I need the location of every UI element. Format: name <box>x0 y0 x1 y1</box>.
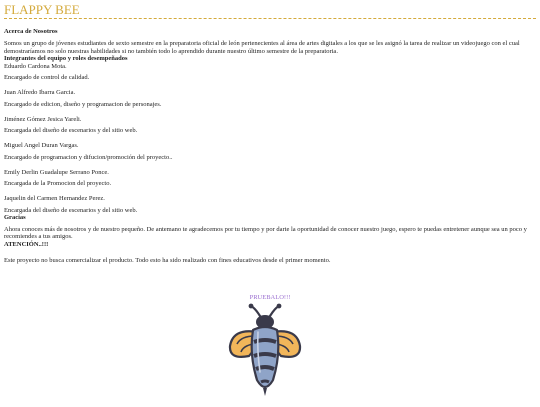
team-heading: Integrantes del equipo y roles desempeñados <box>4 55 128 62</box>
team-member-name: Jaquelin del Carmen Hernandez Perez. <box>4 195 105 202</box>
team-member-name: Juan Alfredo Ibarra Garcia. <box>4 89 76 96</box>
team-member-name: Eduardo Cardona Mota. <box>4 62 67 70</box>
notice-text: Este proyecto no busca comercializar el producto. Todo esto ha sido realizado con fines educativos desde el primer momento. <box>4 257 331 264</box>
team-member-name: Jiménez Gómez Jesica Yareli. <box>4 115 82 123</box>
team-member-name: Emily Derlin Guadalupe Serrano Ponce. <box>4 168 109 176</box>
about-heading: Acerca de Nosotros <box>4 28 58 35</box>
team-member-role: Encargado de control de calidad. <box>4 74 90 81</box>
page <box>0 2 540 265</box>
bee-play-button[interactable] <box>227 302 303 398</box>
team-member-role: Encargada del diseño de escenarios y del sitio web. <box>4 206 138 214</box>
team-list <box>4 63 536 215</box>
thanks-heading: Gracias <box>4 214 26 221</box>
team-member-role: Encargado de programacion y difucion/promoción del proyecto.. <box>4 153 173 161</box>
play-link[interactable]: PRUEBALO!!! <box>249 294 291 301</box>
about-text: Somos un grupo de jóvenes estudiantes de sexto semestre en la preparatoria oficial de león pertenecientes al área de artes digitales a los que se les asignó la tarea de realizar un videojuego con el cual demostraríamos no solo nuestras habilidades si no también todo lo aprendido durante nuestro último semestre de la preparatoria. <box>4 40 520 55</box>
notice-heading: ATENCIÓN..!!! <box>4 240 49 248</box>
thanks-text: Ahora conoces más de nosotros y de nuestro pequeño. De antemano te agradecemos por tu tiempo y por darte la oportunidad de conocer nuestro juego, espero te puedas entretener aunque sea un poco y recomiendes a tus amigos. <box>4 225 527 240</box>
team-member-role: Encargado de edicion, diseño y programacion de personajes. <box>4 100 162 108</box>
team-member-role: Encargada del diseño de escenarios y del sitio web. <box>4 127 138 134</box>
team-member-role: Encargada de la Promocion del proyecto. <box>4 180 112 187</box>
site-title: FLAPPY BEE <box>4 2 536 19</box>
team-member-name: Miguel Angel Duran Vargas. <box>4 142 79 149</box>
bee-icon <box>227 302 303 398</box>
